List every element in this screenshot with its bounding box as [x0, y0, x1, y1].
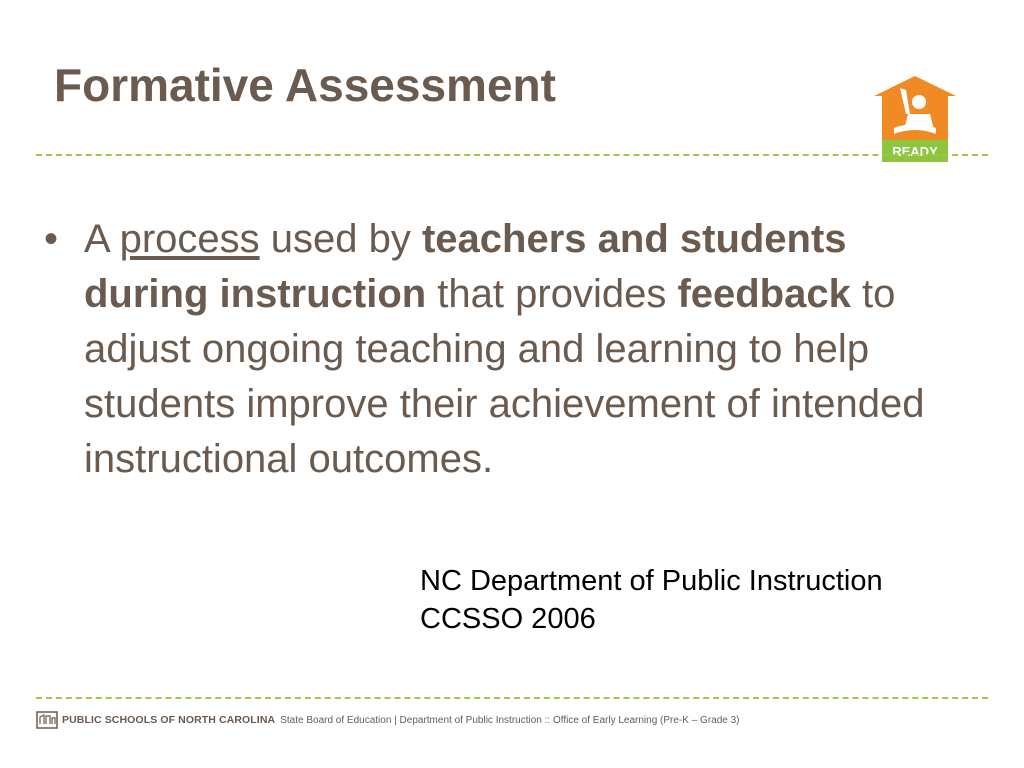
bullet-underlined-word: process — [119, 217, 260, 261]
logo-ready-text: READY — [892, 144, 938, 159]
footer-org-name: PUBLIC SCHOOLS OF NORTH CAROLINA — [62, 714, 276, 726]
top-divider — [36, 154, 988, 156]
state-seal-icon — [36, 711, 58, 729]
slide-title: Formative Assessment — [54, 59, 556, 111]
bullet-text-part1: A — [84, 217, 120, 261]
bullet-text-part4: to adjust ongoing teaching and learning to help students improve their achievement of intended instructional outcomes. — [84, 272, 925, 481]
citation-line-2: CCSSO 2006 — [420, 603, 596, 635]
bullet-point — [44, 212, 974, 487]
bullet-text-part2: used by — [259, 217, 422, 261]
footer — [36, 710, 740, 730]
bottom-divider — [36, 697, 988, 699]
bullet-bold-phrase-1: teachers and students during instruction — [84, 217, 847, 316]
bullet-text-part3: that provides — [426, 272, 678, 316]
footer-departments: State Board of Education | Department of Public Instruction :: Office of Early Learning (Pre-K – Grade 3) — [280, 714, 740, 726]
bullet-marker: • — [44, 217, 59, 261]
citation — [420, 562, 883, 638]
citation-line-1: NC Department of Public Instruction — [420, 565, 883, 597]
bullet-bold-phrase-2: feedback — [677, 272, 851, 316]
bullet-text — [84, 212, 974, 487]
